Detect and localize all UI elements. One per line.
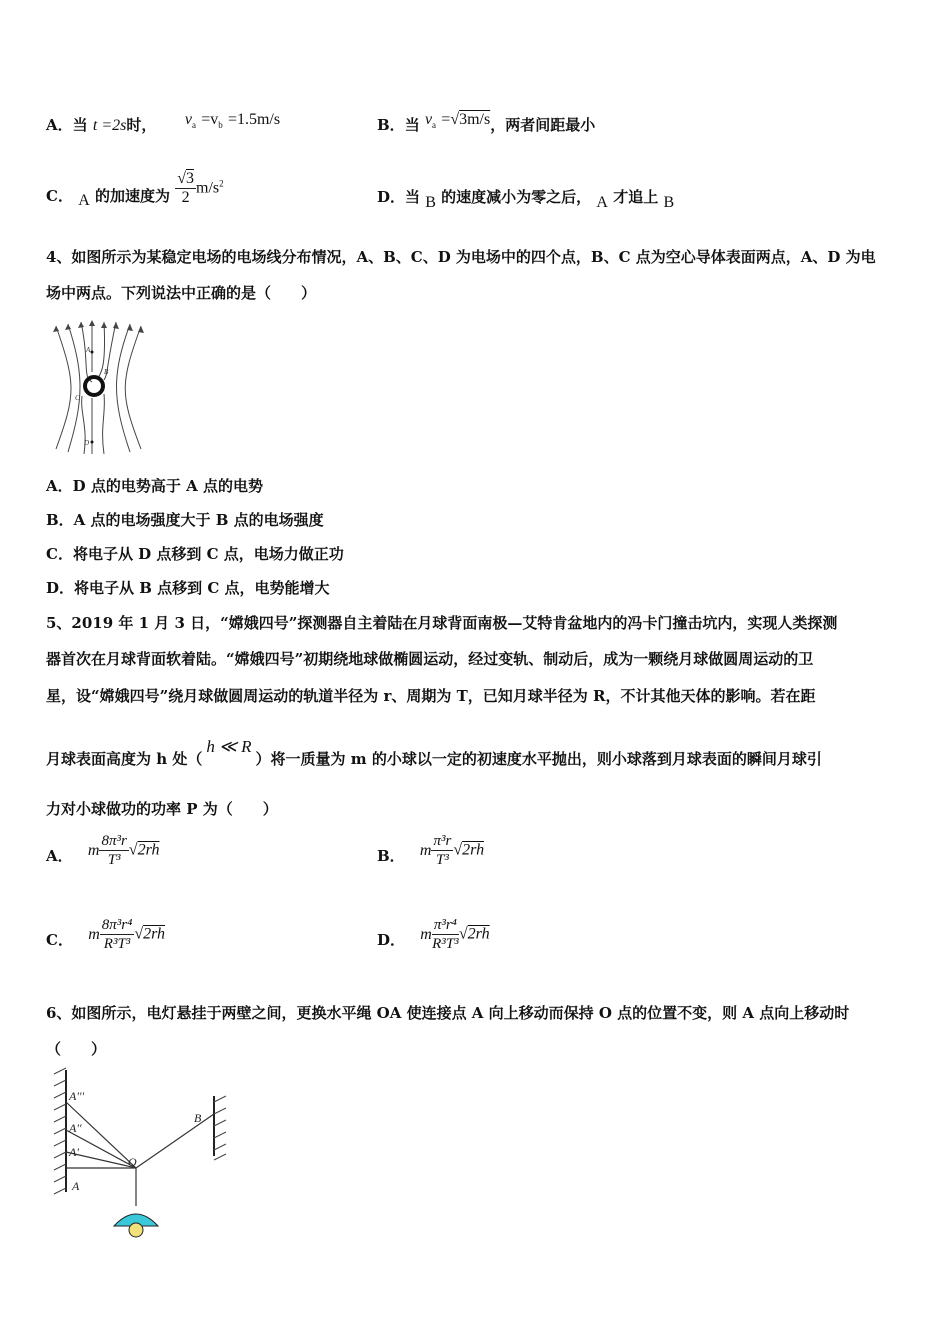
fig-label-a3: A''' — [69, 1089, 85, 1103]
q5-stem-line2: 器首次在月球背面软着陆。“嫦娥四号”初期绕地球做椭圆运动，经过变轨、制动后，成为一颗绕月球做圆周运动的卫 — [46, 650, 814, 668]
q3-option-d[interactable]: D．当 B 的速度减小为零之后， A 才追上 B — [377, 188, 675, 211]
q3-option-a[interactable]: A．当 t =2s时， $v_a =v_b =1.5m/s$ — [46, 111, 281, 134]
q5-stem-line1: 5、2019 年 1 月 3 日，“嫦娥四号”探测器自主着陆在月球背面南极—艾特肯盆地内的冯卡门撞击坑内，实现人类探测 — [46, 614, 838, 632]
q4-stem-line2: 场中两点。下列说法中正确的是（ ） — [46, 284, 317, 302]
fig-label-a1: A' — [69, 1145, 79, 1159]
q5-stem-line5: 力对小球做功的功率 P 为（ ） — [46, 800, 278, 818]
fig-label-b: B — [104, 368, 109, 376]
lamp-rope-figure — [46, 1066, 246, 1246]
q5-option-b[interactable]: B． m $\frac{\text{π³r}}{\text{T³}}$ √2rh — [377, 833, 485, 868]
q5-option-a[interactable]: A． m $\frac{\text{8π³r}}{\text{T³}}$ √2rh — [46, 833, 160, 868]
fig-label-o: O — [128, 1155, 137, 1169]
fig-label-a2: A'' — [69, 1121, 82, 1135]
fig-label-a: A — [72, 1179, 80, 1193]
electric-field-figure — [46, 314, 148, 454]
sqrt-symbol: √ — [450, 111, 460, 128]
q4-option-c[interactable]: C．将电子从 D 点移到 C 点，电场力做正功 — [46, 545, 344, 563]
q3-option-b[interactable]: B．当 $v_a =√3m/s$，两者间距最小 — [377, 111, 596, 134]
q5-option-d[interactable]: D． m $\frac{\text{π³r⁴}}{\text{R³T³}}$ √2rh — [377, 917, 490, 952]
q5-stem-line4: 月球表面高度为 h 处（h ≪ R）将一质量为 m 的小球以一定的初速度水平抛出，则小球落到月球表面的瞬间月球引 — [46, 737, 822, 768]
q4-option-d[interactable]: D．将电子从 B 点移到 C 点，电势能增大 — [46, 579, 330, 597]
fig-label-a: A — [86, 346, 91, 354]
fig-label-c: C — [75, 394, 80, 402]
fig-label-b: B — [194, 1111, 202, 1125]
q4-stem-line1: 4、如图所示为某稳定电场的电场线分布情况，A、B、C、D 为电场中的四个点，B、C 点为空心导体表面两点，A、D 为电 — [46, 248, 876, 266]
fig-label-d: D — [84, 439, 90, 447]
accel-fraction: $\frac{√3}{2}$ — [177, 170, 195, 206]
q5-stem-line3: 星，设“嫦娥四号”绕月球做圆周运动的轨道半径为 r、周期为 T，已知月球半径为 R，不计其他天体的影响。若在距 — [46, 687, 816, 705]
q4-option-b[interactable]: B．A 点的电场强度大于 B 点的电场强度 — [46, 511, 324, 529]
q3-option-c[interactable]: C． A 的加速度为 $\frac{√3}{2}$ $m/s^2$ — [46, 170, 224, 209]
q6-stem-line1: 6、如图所示，电灯悬挂于两壁之间，更换水平绳 OA 使连接点 A 向上移动而保持 O 点的位置不变，则 A 点向上移动时 — [46, 1004, 850, 1022]
lamp-bulb — [129, 1223, 143, 1237]
q4-option-a[interactable]: A．D 点的电势高于 A 点的电势 — [46, 477, 263, 495]
q6-stem-line2: （ ） — [46, 1040, 107, 1058]
q5-option-c[interactable]: C． m $\frac{\text{8π³r⁴}}{\text{R³T³}}$ √2rh — [46, 917, 166, 952]
hollow-conductor — [85, 377, 103, 395]
